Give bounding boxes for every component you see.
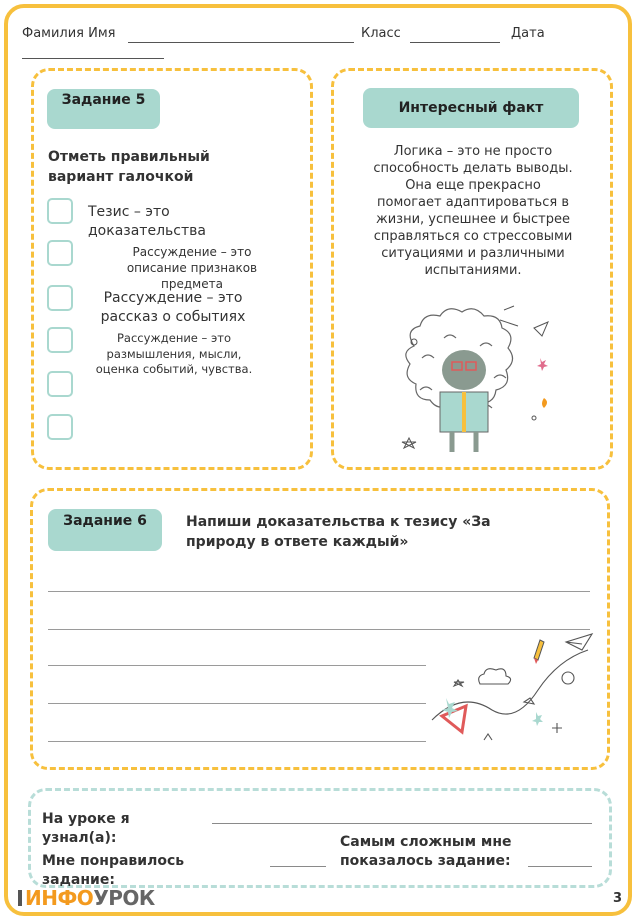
checkbox-6[interactable] — [47, 414, 73, 440]
date-field[interactable] — [22, 58, 164, 59]
infourok-logo — [18, 886, 155, 910]
task5-badge: Задание 5 — [47, 89, 160, 129]
answer-line-3[interactable] — [48, 665, 426, 666]
class-field[interactable] — [410, 42, 500, 43]
learned-line[interactable] — [212, 823, 592, 824]
checkbox-2[interactable] — [47, 240, 73, 266]
liked-line[interactable] — [270, 866, 326, 867]
sheep-reading-illustration — [384, 298, 560, 462]
hardest-label: Самым сложным мне показалось задание: — [340, 834, 512, 869]
checkbox-5[interactable] — [47, 371, 73, 397]
hardest-line[interactable] — [528, 866, 592, 867]
task6-badge: Задание 6 — [48, 509, 162, 551]
option-3: Рассуждение – это рассказ о событиях — [100, 290, 246, 325]
option-1: Тезис – это доказательства — [88, 204, 206, 239]
fact-badge: Интересный факт — [363, 88, 579, 128]
answer-line-1[interactable] — [48, 591, 590, 592]
name-field[interactable] — [128, 42, 354, 43]
logo-bar-icon — [18, 890, 22, 906]
page-number: 3 — [612, 891, 622, 906]
option-2: Рассуждение – это описание признаков предмета — [126, 245, 258, 291]
learned-label: На уроке я узнал(а): — [42, 811, 130, 846]
class-label: Класс — [361, 26, 401, 41]
task6-instruction: Напиши доказательства к тезису «За природу в ответе каждый» — [186, 514, 491, 550]
fact-text: Логика – это не просто способность делать выводы. Она еще прекрасно помогает адаптироваться в жизни, успешнее и быстрее справляться со стрессовыми ситуациями и различными испытаниями. — [373, 144, 573, 278]
task5-instruction: Отметь правильный вариант галочкой — [48, 149, 210, 185]
doodle-illustration — [424, 628, 610, 754]
checkbox-1[interactable] — [47, 198, 73, 224]
date-label: Дата — [511, 26, 545, 41]
name-label: Фамилия Имя — [22, 26, 116, 41]
option-4: Рассуждение – это размышления, мысли, оценка событий, чувства. — [95, 331, 253, 376]
checkbox-4[interactable] — [47, 327, 73, 353]
logo-part-2: УРОК — [93, 886, 155, 910]
checkbox-3[interactable] — [47, 285, 73, 311]
logo-part-1: ИНФО — [25, 886, 94, 910]
answer-line-4[interactable] — [48, 703, 426, 704]
liked-label: Мне понравилось задание: — [42, 853, 185, 888]
answer-line-5[interactable] — [48, 741, 426, 742]
